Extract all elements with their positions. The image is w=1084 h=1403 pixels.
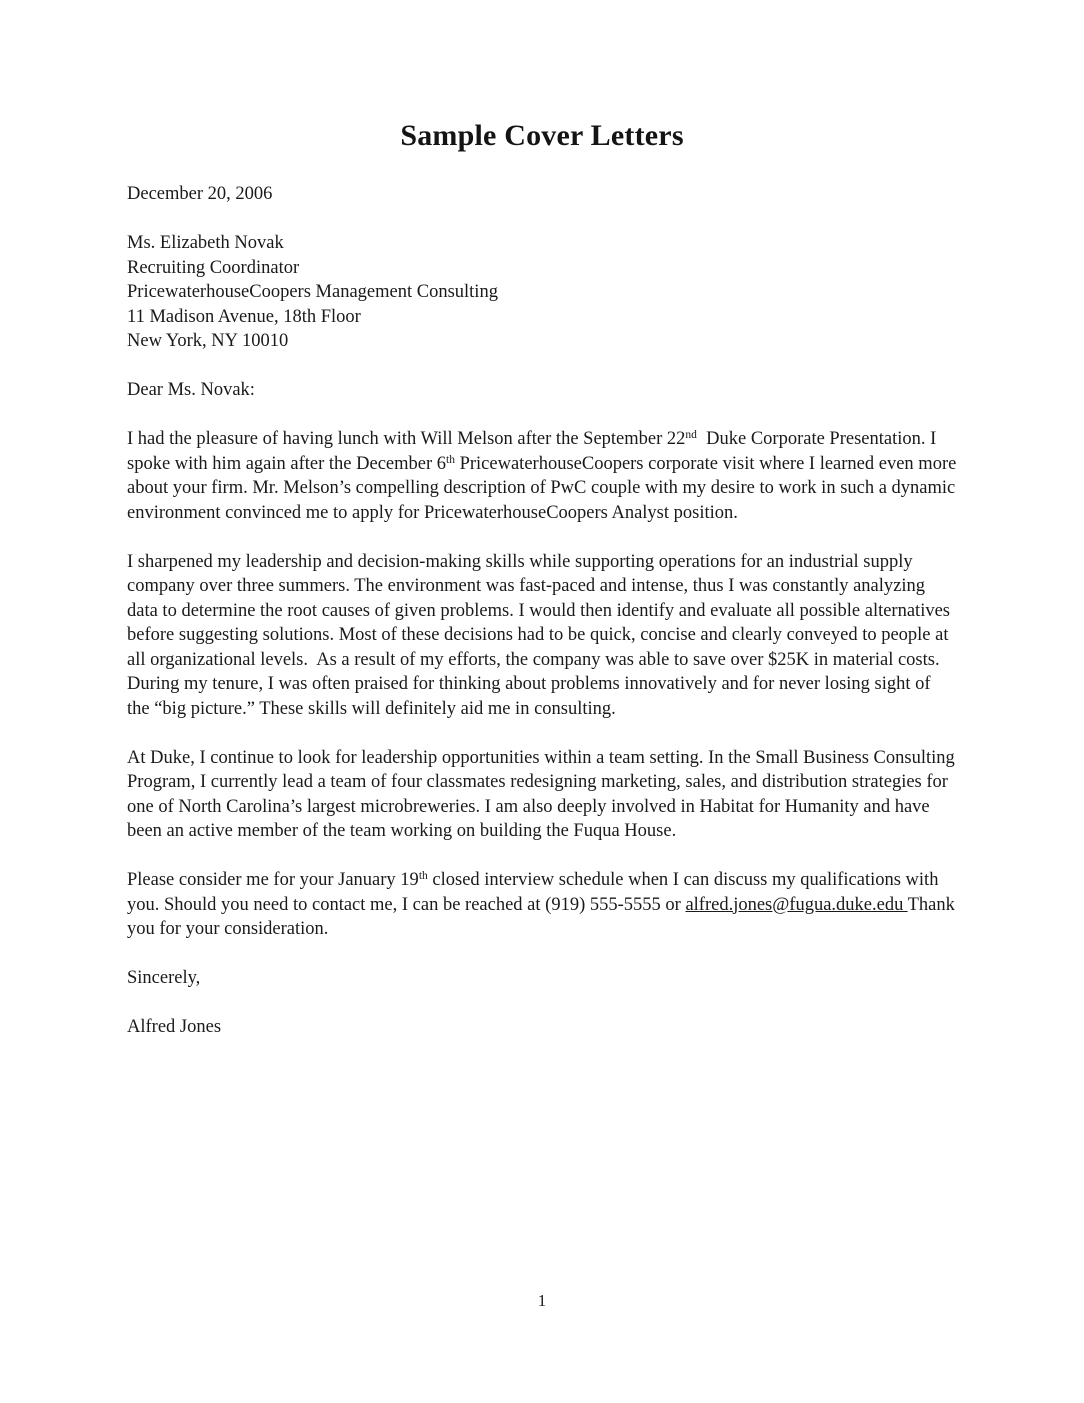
signature-name: Alfred Jones: [127, 1017, 222, 1037]
body-paragraph: [127, 427, 961, 525]
paragraph-text: Duke Corporate Presentation. I spoke with him again after the December 6: [127, 429, 941, 474]
salutation: Dear Ms. Novak:: [127, 380, 255, 400]
recipient-line: New York, NY 10010: [127, 331, 289, 351]
superscript-ordinal: th: [418, 870, 428, 882]
paragraph-text: Please consider me for your January 19: [127, 870, 419, 890]
recipient-line: 11 Madison Avenue, 18th Floor: [127, 306, 361, 327]
paragraph-text: closed interview schedule when I can discuss my qualifications with you. Should you need to contact me, I can be reached at (919) 555-5555 or: [127, 870, 944, 915]
paragraph-text: PricewaterhouseCoopers corporate visit where I learned even more about your firm. Mr. Melson’s compelling description of PwC couple with my desire to work in such a dynamic environment convinced me to apply for PricewaterhouseCoopers Analyst position.: [127, 453, 961, 523]
paragraph-text: I sharpened my leadership and decision-making skills while supporting operations for an industrial supply company over three summers. The environment was fast-paced and intense, thus I was constantly analyzing data to determine the root causes of given problems. I would then identify and evaluate all possible alternatives before suggesting solutions. Most of these decisions had to be quick, concise and clearly conveyed to people at all organizational levels. As a result of my efforts, the company was able to save over $25K in material costs. During my tenure, I was often praised for thinking about problems innovatively and for never losing sight of the “big picture.” These skills will definitely aid me in consulting.: [127, 551, 955, 719]
body-paragraph: [127, 868, 960, 942]
email-underlined-text: alfred.jones@fugua.duke.edu: [685, 894, 908, 915]
superscript-ordinal: th: [446, 453, 455, 466]
paragraph-text: I had the pleasure of having lunch with Will Melson after the September 22: [127, 429, 686, 449]
recipient-address-block: [127, 231, 957, 354]
recipient-line: Recruiting Coordinator: [127, 257, 300, 278]
letter-body: [127, 427, 961, 942]
body-paragraph: [127, 550, 957, 722]
letter-date: December 20, 2006: [127, 184, 273, 204]
body-paragraph: [127, 746, 960, 844]
recipient-line: Ms. Elizabeth Novak: [127, 233, 284, 253]
closing: Sincerely,: [127, 968, 201, 988]
document-title: Sample Cover Letters: [400, 119, 684, 152]
recipient-line: PricewaterhouseCoopers Management Consulting: [127, 282, 498, 302]
paragraph-text: At Duke, I continue to look for leadership opportunities within a team setting. In the Small Business Consulting Program, I currently lead a team of four classmates redesigning marketing, sales, and distribution strategies for one of North Carolina’s largest microbreweries. I am also deeply involved in Habitat for Humanity and have been an active member of the team working on building the Fuqua House.: [127, 747, 960, 841]
paragraph-text: Thank you for your consideration.: [127, 894, 960, 939]
superscript-ordinal: nd: [685, 429, 697, 441]
letter-content: [127, 0, 961, 1040]
page-number: 1: [537, 1291, 547, 1310]
